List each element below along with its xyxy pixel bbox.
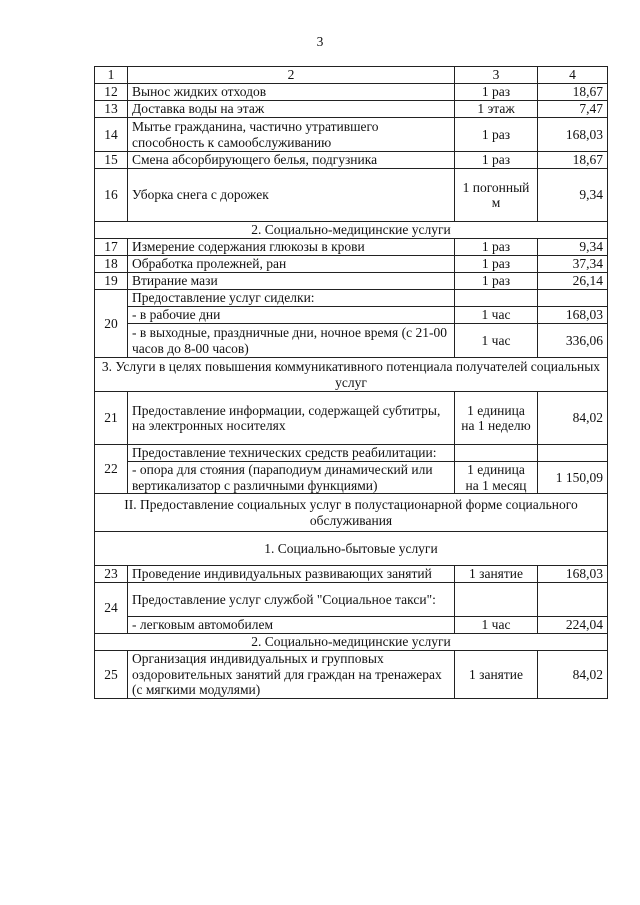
section-title: II. Предоставление социальных услуг в полустационарной форме социального обслуживания xyxy=(95,494,608,532)
section-title: 2. Социально-медицинские услуги xyxy=(95,222,608,239)
table-row xyxy=(95,84,608,101)
section-title: 3. Услуги в целях повышения коммуникативного потенциала получателей социальных услуг xyxy=(95,358,608,392)
service-price: 9,34 xyxy=(538,169,608,222)
service-unit: 1 раз xyxy=(455,84,538,101)
service-name: Вынос жидких отходов xyxy=(128,84,455,101)
service-price: 336,06 xyxy=(538,324,608,358)
service-group-title: Предоставление технических средств реабилитации: xyxy=(128,445,455,462)
table-row xyxy=(95,169,608,222)
header-col-2: 2 xyxy=(128,67,455,84)
service-price: 37,34 xyxy=(538,256,608,273)
service-name: Проведение индивидуальных развивающих занятий xyxy=(128,566,455,583)
service-subitem-name: - в рабочие дни xyxy=(128,307,455,324)
table-row-group-title xyxy=(95,583,608,617)
section-header-row xyxy=(95,634,608,651)
service-unit-empty xyxy=(455,290,538,307)
row-number: 18 xyxy=(95,256,128,273)
table-row xyxy=(95,118,608,152)
service-price: 18,67 xyxy=(538,84,608,101)
service-price: 84,02 xyxy=(538,651,608,699)
section-header-row xyxy=(95,358,608,392)
service-price: 1 150,09 xyxy=(538,462,608,494)
service-unit: 1 единица на 1 месяц xyxy=(455,462,538,494)
service-price: 18,67 xyxy=(538,152,608,169)
service-name: Мытье гражданина, частично утратившего способность к самообслуживанию xyxy=(128,118,455,152)
row-number: 16 xyxy=(95,169,128,222)
service-unit: 1 занятие xyxy=(455,651,538,699)
section-title: 1. Социально-бытовые услуги xyxy=(95,532,608,566)
service-name: Уборка снега с дорожек xyxy=(128,169,455,222)
row-number: 15 xyxy=(95,152,128,169)
header-col-1: 1 xyxy=(95,67,128,84)
service-subitem-name: - в выходные, праздничные дни, ночное время (с 21-00 часов до 8-00 часов) xyxy=(128,324,455,358)
table-row-subitem xyxy=(95,307,608,324)
section-header-row xyxy=(95,494,608,532)
table-row xyxy=(95,152,608,169)
service-unit: 1 этаж xyxy=(455,101,538,118)
row-number: 19 xyxy=(95,273,128,290)
row-number: 12 xyxy=(95,84,128,101)
service-price: 84,02 xyxy=(538,392,608,445)
row-number: 25 xyxy=(95,651,128,699)
service-group-title: Предоставление услуг сиделки: xyxy=(128,290,455,307)
table-row-subitem xyxy=(95,324,608,358)
service-name: Организация индивидуальных и групповых оздоровительных занятий для граждан на тренажерах (с мягкими модулями) xyxy=(128,651,455,699)
service-unit: 1 раз xyxy=(455,273,538,290)
service-unit: 1 погонный м xyxy=(455,169,538,222)
service-price: 168,03 xyxy=(538,307,608,324)
table-row xyxy=(95,651,608,699)
service-price: 168,03 xyxy=(538,566,608,583)
service-price: 224,04 xyxy=(538,617,608,634)
table-row-group-title xyxy=(95,290,608,307)
row-number: 23 xyxy=(95,566,128,583)
service-name: Втирание мази xyxy=(128,273,455,290)
service-group-title: Предоставление услуг службой "Социальное такси": xyxy=(128,583,455,617)
row-number: 14 xyxy=(95,118,128,152)
service-unit: 1 час xyxy=(455,307,538,324)
section-header-row xyxy=(95,532,608,566)
service-name: Измерение содержания глюкозы в крови xyxy=(128,239,455,256)
row-number: 24 xyxy=(95,583,128,634)
service-unit: 1 час xyxy=(455,324,538,358)
service-price: 168,03 xyxy=(538,118,608,152)
row-number: 22 xyxy=(95,445,128,494)
row-number: 17 xyxy=(95,239,128,256)
service-subitem-name: - легковым автомобилем xyxy=(128,617,455,634)
table-row-subitem xyxy=(95,462,608,494)
service-price-empty xyxy=(538,583,608,617)
service-price: 7,47 xyxy=(538,101,608,118)
service-subitem-name: - опора для стояния (параподиум динамический или вертикализатор с различными функциями) xyxy=(128,462,455,494)
service-unit: 1 раз xyxy=(455,256,538,273)
header-col-3: 3 xyxy=(455,67,538,84)
row-number: 13 xyxy=(95,101,128,118)
service-unit-empty xyxy=(455,583,538,617)
service-name: Доставка воды на этаж xyxy=(128,101,455,118)
table-row xyxy=(95,101,608,118)
service-unit: 1 раз xyxy=(455,239,538,256)
service-price: 9,34 xyxy=(538,239,608,256)
service-name: Обработка пролежней, ран xyxy=(128,256,455,273)
service-unit: 1 раз xyxy=(455,152,538,169)
service-unit: 1 занятие xyxy=(455,566,538,583)
service-price-empty xyxy=(538,290,608,307)
row-number: 20 xyxy=(95,290,128,358)
table-row-subitem xyxy=(95,617,608,634)
table-row xyxy=(95,392,608,445)
service-unit: 1 единица на 1 неделю xyxy=(455,392,538,445)
table-row-group-title xyxy=(95,445,608,462)
table-header-row xyxy=(95,67,608,84)
service-price: 26,14 xyxy=(538,273,608,290)
row-number: 21 xyxy=(95,392,128,445)
service-unit-empty xyxy=(455,445,538,462)
table-row xyxy=(95,239,608,256)
service-unit: 1 час xyxy=(455,617,538,634)
service-name: Предоставление информации, содержащей субтитры, на электронных носителях xyxy=(128,392,455,445)
page-number: 3 xyxy=(316,34,324,49)
service-price-empty xyxy=(538,445,608,462)
table-row xyxy=(95,566,608,583)
services-tariff-table xyxy=(94,66,608,699)
table-row xyxy=(95,256,608,273)
header-col-4: 4 xyxy=(538,67,608,84)
section-title: 2. Социально-медицинские услуги xyxy=(95,634,608,651)
service-name: Смена абсорбирующего белья, подгузника xyxy=(128,152,455,169)
table-row xyxy=(95,273,608,290)
service-unit: 1 раз xyxy=(455,118,538,152)
section-header-row xyxy=(95,222,608,239)
